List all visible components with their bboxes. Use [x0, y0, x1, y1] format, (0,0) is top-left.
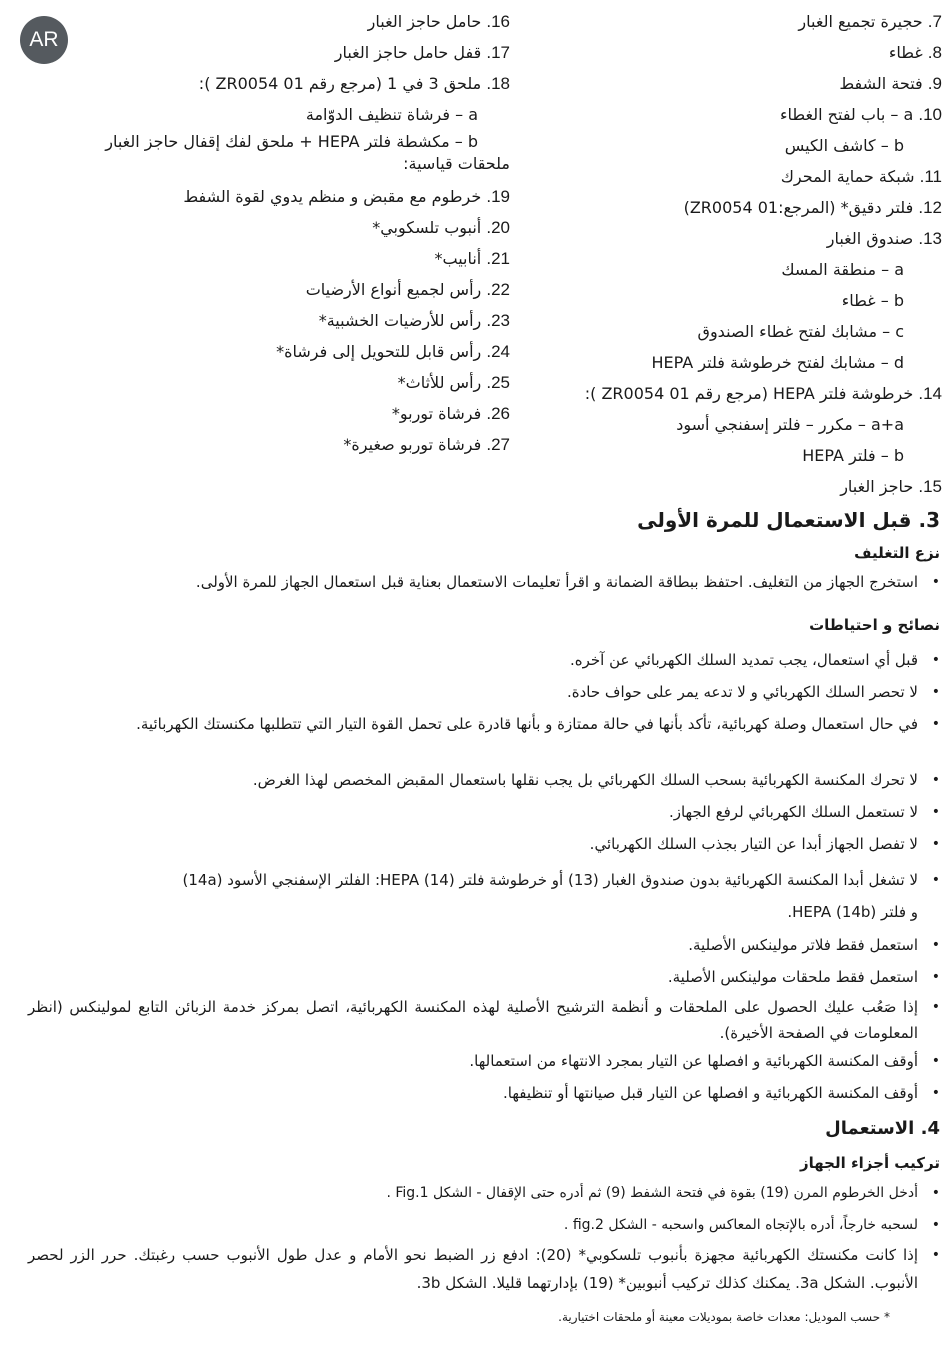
parts-list-right	[537, 6, 942, 502]
list-item: • أوقف المكنسة الكهربائية و افصلها عن التيار بمجرد الانتهاء من استعمالها.	[28, 1048, 940, 1074]
list-item: a+a – مكرر – فلتر إسفنجي أسود	[676, 415, 904, 434]
list-item: b – فلتر HEPA	[802, 446, 904, 465]
list-item: c – مشابك لفتح غطاء الصندوق	[697, 322, 904, 341]
list-item: • استعمل فقط فلاتر مولينكس الأصلية.	[28, 932, 940, 958]
list-item: b – كاشف الكيس	[784, 136, 904, 155]
list-item: • قبل أي استعمال، يجب تمديد السلك الكهربائي عن آخره.	[28, 647, 940, 673]
list-item: 24. رأس قابل للتحويل إلى فرشاة*	[276, 342, 510, 361]
list-item: 8. غطاء	[888, 43, 942, 62]
footnote: * حسب الموديل: معدات خاصة بموديلات معينة أو ملحقات اختيارية.	[558, 1310, 890, 1324]
list-item: 11. شبكة حماية المحرك	[780, 167, 942, 186]
list-item: b – مكشطة فلتر HEPA + ملحق لفك إقفال حاجز الغبار	[105, 132, 478, 151]
list-item: b – غطاء	[841, 291, 904, 310]
list-item: 26. فرشاة توربو*	[391, 404, 510, 423]
list-item: • لا تفصل الجهاز أبدا عن التيار بجذب السلك الكهربائي.	[28, 831, 940, 857]
list-item: 18. ملحق 3 في 1 (مرجع رقم ZR0054 01 ):	[198, 74, 510, 93]
list-item: 10. a – باب لفتح الغطاء	[780, 105, 942, 124]
section-4-title: 4. الاستعمال	[825, 1118, 940, 1139]
list-item: 21. أنابيب*	[434, 249, 510, 268]
tips-heading: نصائح و احتياطات	[809, 616, 940, 634]
list-item: • أوقف المكنسة الكهربائية و افصلها عن التيار قبل صيانتها أو تنظيفها.	[28, 1080, 940, 1106]
list-item: a – فرشاة تنظيف الدوّامة	[305, 105, 478, 124]
list-item: • لا تحصر السلك الكهربائي و لا تدعه يمر على حواف حادة.	[28, 679, 940, 705]
list-item: • في حال استعمال وصلة كهربائية، تأكد بأنها في حالة ممتازة و بأنها قادرة على تحمل القوة التيار التي تتطلبها مكنستك الكهربائية.	[28, 711, 940, 737]
list-item: • لا تحرك المكنسة الكهربائية بسحب السلك الكهربائي بل يجب نقلها باستعمال المقبض المخصص لهذا الغرض.	[28, 767, 940, 793]
list-item: 16. حامل حاجز الغبار	[367, 12, 510, 31]
parts-list-left	[70, 6, 510, 460]
list-item: • إذا كانت مكنستك الكهربائية مجهزة بأنبوب تلسكوبي* (20): ادفع زر الضبط نحو الأمام و عدل طول الأنبوب حسب رغبتك. حرر الزر لحصر الأنبوب. الشكل 3a. يمكنك كذلك تركيب أنبوبين* (19) بإدارتهما قليلا. الشكل 3b.	[28, 1241, 940, 1297]
section-3-title: 3. قبل الاستعمال للمرة الأولى	[637, 508, 940, 532]
list-item: • لا تستعمل السلك الكهربائي لرفع الجهاز.	[28, 799, 940, 825]
list-item: 19. خرطوم مع مقبض و منظم يدوي لقوة الشفط	[183, 187, 510, 206]
list-item: 15. حاجز الغبار	[840, 477, 942, 496]
list-item: 9. فتحة الشفط	[839, 74, 942, 93]
list-item: • لا تشغل أبدا المكنسة الكهربائية بدون صندوق الغبار (13) أو خرطوشة فلتر HEPA (14): الفلتر الإسفنجي الأسود (14a)	[28, 867, 940, 893]
list-item: 22. رأس لجميع أنواع الأرضيات	[305, 280, 510, 299]
language-badge: AR	[20, 16, 68, 64]
list-item-continuation: و فلتر HEPA (14b).	[787, 903, 918, 921]
list-item: • استخرج الجهاز من التغليف. احتفظ ببطاقة الضمانة و اقرأ تعليمات الاستعمال بعناية قبل استعمال الجهاز للمرة الأولى.	[28, 569, 940, 595]
list-item: a – منطقة المسك	[781, 260, 904, 279]
list-item: • استعمل فقط ملحقات مولينكس الأصلية.	[28, 964, 940, 990]
list-item: d – مشابك لفتح خرطوشة فلتر HEPA	[651, 353, 904, 372]
list-item: • لسحبه خارجاً، أدره بالإتجاه المعاكس واسحبه - الشكل fig.2 .	[28, 1212, 940, 1238]
list-item: 7. حجيرة تجميع الغبار	[798, 12, 942, 31]
list-item: 13. صندوق الغبار	[826, 229, 942, 248]
subheading: ملحقات قياسية:	[403, 154, 510, 173]
list-item: • إذا صَعُب عليك الحصول على الملحقات و أنظمة الترشيح الأصلية لهذه المكنسة الكهربائية، اتصل بمركز خدمة الزبائن التابع لمولينكس (انظر المعلومات في الصفحة الأخيرة).	[28, 994, 940, 1046]
list-item: 12. فلتر دقيق* (المرجع:ZR0054 01)	[683, 198, 942, 217]
list-item: 25. رأس للأثاث*	[397, 373, 510, 392]
list-item: 27. فرشاة توربو صغيرة*	[343, 435, 510, 454]
list-item: 14. خرطوشة فلتر HEPA (مرجع رقم ZR0054 01 ):	[584, 384, 942, 403]
assembly-heading: تركيب أجزاء الجهاز	[800, 1154, 940, 1172]
list-item: 20. أنبوب تلسكوبي*	[372, 218, 510, 237]
list-item: • أدخل الخرطوم المرن (19) بقوة في فتحة الشفط (9) ثم أدره حتى الإقفال - الشكل Fig.1 .	[28, 1180, 940, 1206]
list-item: 23. رأس للأرضيات الخشبية*	[318, 311, 510, 330]
list-item: 17. قفل حامل حاجز الغبار	[334, 43, 510, 62]
unpack-heading: نزع التغليف	[854, 544, 940, 562]
